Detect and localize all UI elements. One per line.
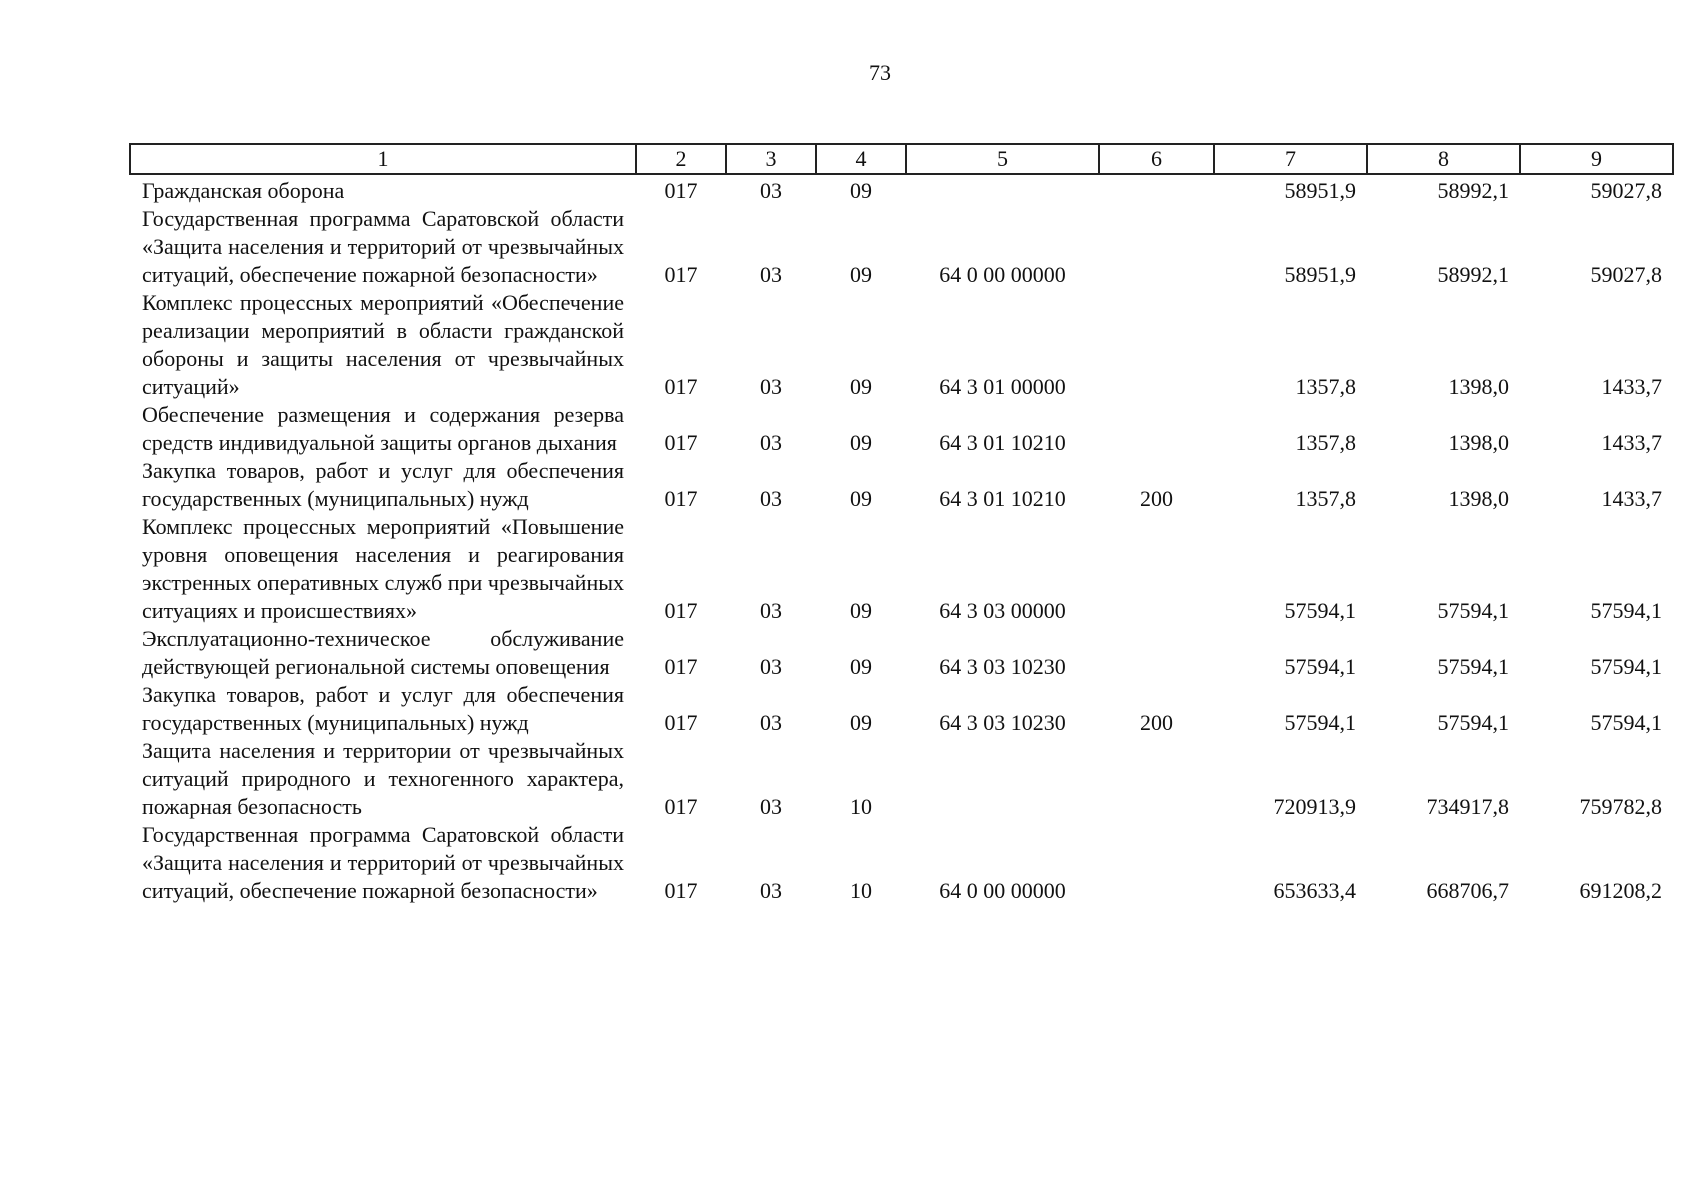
column-number: 3 bbox=[726, 144, 816, 174]
table-row bbox=[130, 513, 1673, 625]
expense-type-code bbox=[1099, 205, 1214, 289]
column-number: 4 bbox=[816, 144, 906, 174]
expense-type-code bbox=[1099, 513, 1214, 625]
amount-year-3: 59027,8 bbox=[1590, 262, 1662, 287]
amount-year-2: 1398,0 bbox=[1448, 486, 1509, 511]
expense-type-code bbox=[1099, 821, 1214, 905]
target-article-code bbox=[906, 737, 1099, 821]
subsection-code: 09 bbox=[850, 598, 872, 623]
table-row bbox=[130, 625, 1673, 681]
column-number: 9 bbox=[1520, 144, 1673, 174]
amount-year-1: 58951,9 bbox=[1284, 262, 1356, 287]
amount-year-3: 57594,1 bbox=[1590, 598, 1662, 623]
column-number: 2 bbox=[636, 144, 726, 174]
amount-year-2: 57594,1 bbox=[1437, 598, 1509, 623]
section-code: 03 bbox=[760, 430, 782, 455]
row-name: Защита населения и территории от чрезвычайных ситуаций природного и техногенного характера, пожарная безопасность bbox=[142, 738, 624, 819]
ministry-code: 017 bbox=[664, 374, 698, 399]
amount-year-3: 57594,1 bbox=[1590, 654, 1662, 679]
amount-year-2: 58992,1 bbox=[1437, 178, 1509, 203]
amount-year-1: 58951,9 bbox=[1284, 178, 1356, 203]
target-article-code: 64 3 01 00000 bbox=[939, 374, 1066, 399]
expense-type-code bbox=[1099, 174, 1214, 205]
section-code: 03 bbox=[760, 486, 782, 511]
table-row bbox=[130, 401, 1673, 457]
amount-year-1: 1357,8 bbox=[1295, 374, 1356, 399]
subsection-code: 09 bbox=[850, 430, 872, 455]
section-code: 03 bbox=[760, 654, 782, 679]
ministry-code: 017 bbox=[664, 654, 698, 679]
expense-type-code: 200 bbox=[1140, 710, 1173, 735]
target-article-code: 64 3 03 10230 bbox=[939, 710, 1066, 735]
column-number: 8 bbox=[1367, 144, 1520, 174]
row-name: Государственная программа Саратовской области «Защита населения и территорий от чрезвычайных ситуаций, обеспечение пожарной безопасности» bbox=[142, 822, 624, 903]
row-name: Обеспечение размещения и содержания резерва средств индивидуальной защиты органов дыхания bbox=[142, 402, 624, 455]
amount-year-1: 1357,8 bbox=[1295, 486, 1356, 511]
amount-year-1: 653633,4 bbox=[1273, 878, 1356, 903]
section-code: 03 bbox=[760, 794, 782, 819]
section-code: 03 bbox=[760, 374, 782, 399]
ministry-code: 017 bbox=[664, 598, 698, 623]
table-row bbox=[130, 457, 1673, 513]
amount-year-1: 57594,1 bbox=[1284, 598, 1356, 623]
row-name: Государственная программа Саратовской области «Защита населения и территорий от чрезвычайных ситуаций, обеспечение пожарной безопасности» bbox=[142, 206, 624, 287]
expense-type-code bbox=[1099, 401, 1214, 457]
target-article-code bbox=[906, 174, 1099, 205]
subsection-code: 10 bbox=[850, 878, 872, 903]
row-name: Комплекс процессных мероприятий «Повышение уровня оповещения населения и реагирования экстренных оперативных служб при чрезвычайных ситуациях и происшествиях» bbox=[142, 514, 624, 623]
page-number: 73 bbox=[869, 60, 891, 85]
target-article-code: 64 3 01 10210 bbox=[939, 430, 1066, 455]
expense-type-code bbox=[1099, 625, 1214, 681]
column-number-row bbox=[130, 144, 1673, 174]
column-number: 5 bbox=[906, 144, 1099, 174]
amount-year-1: 720913,9 bbox=[1273, 794, 1356, 819]
table-row bbox=[130, 289, 1673, 401]
row-name: Комплекс процессных мероприятий «Обеспечение реализации мероприятий в области гражданской обороны и защиты населения от чрезвычайных ситуаций» bbox=[142, 290, 624, 399]
amount-year-3: 1433,7 bbox=[1601, 374, 1662, 399]
section-code: 03 bbox=[760, 262, 782, 287]
amount-year-1: 57594,1 bbox=[1284, 710, 1356, 735]
amount-year-3: 759782,8 bbox=[1579, 794, 1662, 819]
ministry-code: 017 bbox=[664, 878, 698, 903]
subsection-code: 10 bbox=[850, 794, 872, 819]
amount-year-3: 691208,2 bbox=[1579, 878, 1662, 903]
amount-year-2: 57594,1 bbox=[1437, 654, 1509, 679]
target-article-code: 64 0 00 00000 bbox=[939, 262, 1066, 287]
section-code: 03 bbox=[760, 598, 782, 623]
target-article-code: 64 0 00 00000 bbox=[939, 878, 1066, 903]
amount-year-3: 1433,7 bbox=[1601, 430, 1662, 455]
ministry-code: 017 bbox=[664, 710, 698, 735]
column-number: 6 bbox=[1099, 144, 1214, 174]
amount-year-2: 734917,8 bbox=[1426, 794, 1509, 819]
row-name: Закупка товаров, работ и услуг для обеспечения государственных (муниципальных) нужд bbox=[142, 682, 624, 735]
table-row bbox=[130, 174, 1673, 205]
amount-year-2: 58992,1 bbox=[1437, 262, 1509, 287]
amount-year-1: 1357,8 bbox=[1295, 430, 1356, 455]
amount-year-3: 59027,8 bbox=[1590, 178, 1662, 203]
amount-year-2: 668706,7 bbox=[1426, 878, 1509, 903]
column-number: 7 bbox=[1214, 144, 1367, 174]
section-code: 03 bbox=[760, 178, 782, 203]
amount-year-2: 57594,1 bbox=[1437, 710, 1509, 735]
subsection-code: 09 bbox=[850, 178, 872, 203]
subsection-code: 09 bbox=[850, 486, 872, 511]
row-name: Гражданская оборона bbox=[142, 178, 345, 203]
section-code: 03 bbox=[760, 878, 782, 903]
row-name: Закупка товаров, работ и услуг для обеспечения государственных (муниципальных) нужд bbox=[142, 458, 624, 511]
amount-year-3: 1433,7 bbox=[1601, 486, 1662, 511]
subsection-code: 09 bbox=[850, 374, 872, 399]
target-article-code: 64 3 03 10230 bbox=[939, 654, 1066, 679]
target-article-code: 64 3 01 10210 bbox=[939, 486, 1066, 511]
ministry-code: 017 bbox=[664, 794, 698, 819]
expense-type-code: 200 bbox=[1140, 486, 1173, 511]
subsection-code: 09 bbox=[850, 654, 872, 679]
table-row bbox=[130, 737, 1673, 821]
expense-type-code bbox=[1099, 289, 1214, 401]
budget-table bbox=[129, 143, 1674, 905]
column-number: 1 bbox=[130, 144, 636, 174]
ministry-code: 017 bbox=[664, 178, 698, 203]
section-code: 03 bbox=[760, 710, 782, 735]
expense-type-code bbox=[1099, 737, 1214, 821]
subsection-code: 09 bbox=[850, 710, 872, 735]
subsection-code: 09 bbox=[850, 262, 872, 287]
target-article-code: 64 3 03 00000 bbox=[939, 598, 1066, 623]
table-row bbox=[130, 681, 1673, 737]
amount-year-2: 1398,0 bbox=[1448, 430, 1509, 455]
table-row bbox=[130, 821, 1673, 905]
ministry-code: 017 bbox=[664, 430, 698, 455]
table-row bbox=[130, 205, 1673, 289]
table-body bbox=[130, 174, 1673, 905]
row-name: Эксплуатационно-техническое обслуживание действующей региональной системы оповещения bbox=[142, 626, 624, 679]
amount-year-3: 57594,1 bbox=[1590, 710, 1662, 735]
amount-year-2: 1398,0 bbox=[1448, 374, 1509, 399]
ministry-code: 017 bbox=[664, 486, 698, 511]
ministry-code: 017 bbox=[664, 262, 698, 287]
amount-year-1: 57594,1 bbox=[1284, 654, 1356, 679]
